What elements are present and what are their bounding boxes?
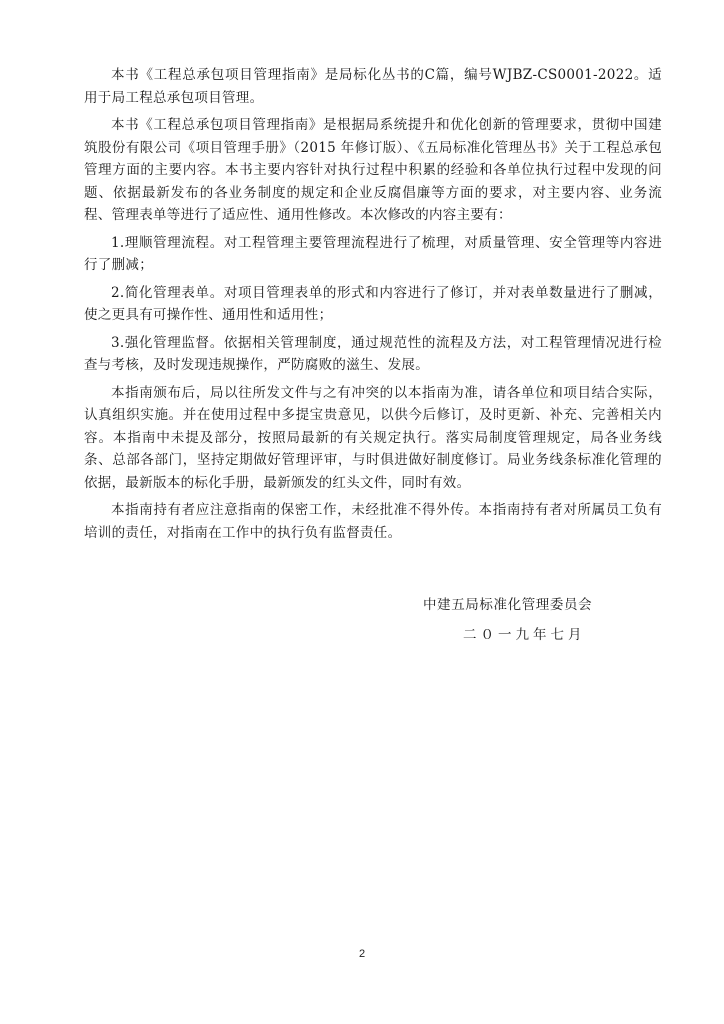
signature-organization: 中建五局标准化管理委员会 xyxy=(423,597,593,613)
paragraph-confidentiality: 本指南持有者应注意指南的保密工作，未经批准不得外传。本指南持有者对所属员工负有培训的责任，对指南在工作中的执行负有监督责任。 xyxy=(84,502,662,541)
paragraph-implementation: 本指南颁布后，局以往所发文件与之有冲突的以本指南为准，请各单位和项目结合实际，认真组织实施。并在使用过程中多提宝贵意见，以供今后修订，及时更新、补充、完善相关内容。本指南中未提及部分，按照局最新的有关规定执行。落实局制度管理规定，局各业务线条、总部各部门，坚持定期做好管理评审，与时俱进做好制度修订。局业务线条标准化管理的依据，最新版本的标化手册，最新颁发的红头文件，同时有效。 xyxy=(84,384,662,491)
paragraph-scope: 本书《工程总承包项目管理指南》是局标化丛书的C篇，编号WJBZ-CS0001-2022。适用于局工程总承包项目管理。 xyxy=(84,67,662,106)
document-body xyxy=(84,64,662,549)
signature-block xyxy=(423,590,663,650)
paragraph-revision-2: 2.简化管理表单。对项目管理表单的形式和内容进行了修订，并对表单数量进行了删减，使之更具有可操作性、通用性和适用性； xyxy=(84,284,662,323)
page-number: 2 xyxy=(358,948,366,960)
paragraph-revision-1: 1.理顺管理流程。对工程管理主要管理流程进行了梳理，对质量管理、安全管理等内容进行了删减； xyxy=(84,234,662,273)
signature-date: 二０一九年七月 xyxy=(463,627,586,643)
paragraph-background: 本书《工程总承包项目管理指南》是根据局系统提升和优化创新的管理要求，贯彻中国建筑股份有限公司《项目管理手册》（2015 年修订版）、《五局标准化管理丛书》关于工程总承包管理方面的主要内容。本书主要内容针对执行过程中积累的经验和各单位执行过程中发现的问题、依据最新发布的各业务制度的规定和企业反腐倡廉等方面的要求，对主要内容、业务流程、管理表单等进行了适应性、通用性修改。本次修改的内容主要有： xyxy=(84,117,662,223)
paragraph-revision-3: 3.强化管理监督。依据相关管理制度，通过规范性的流程及方法，对工程管理情况进行检查与考核，及时发现违规操作，严防腐败的滋生、发展。 xyxy=(84,334,662,373)
